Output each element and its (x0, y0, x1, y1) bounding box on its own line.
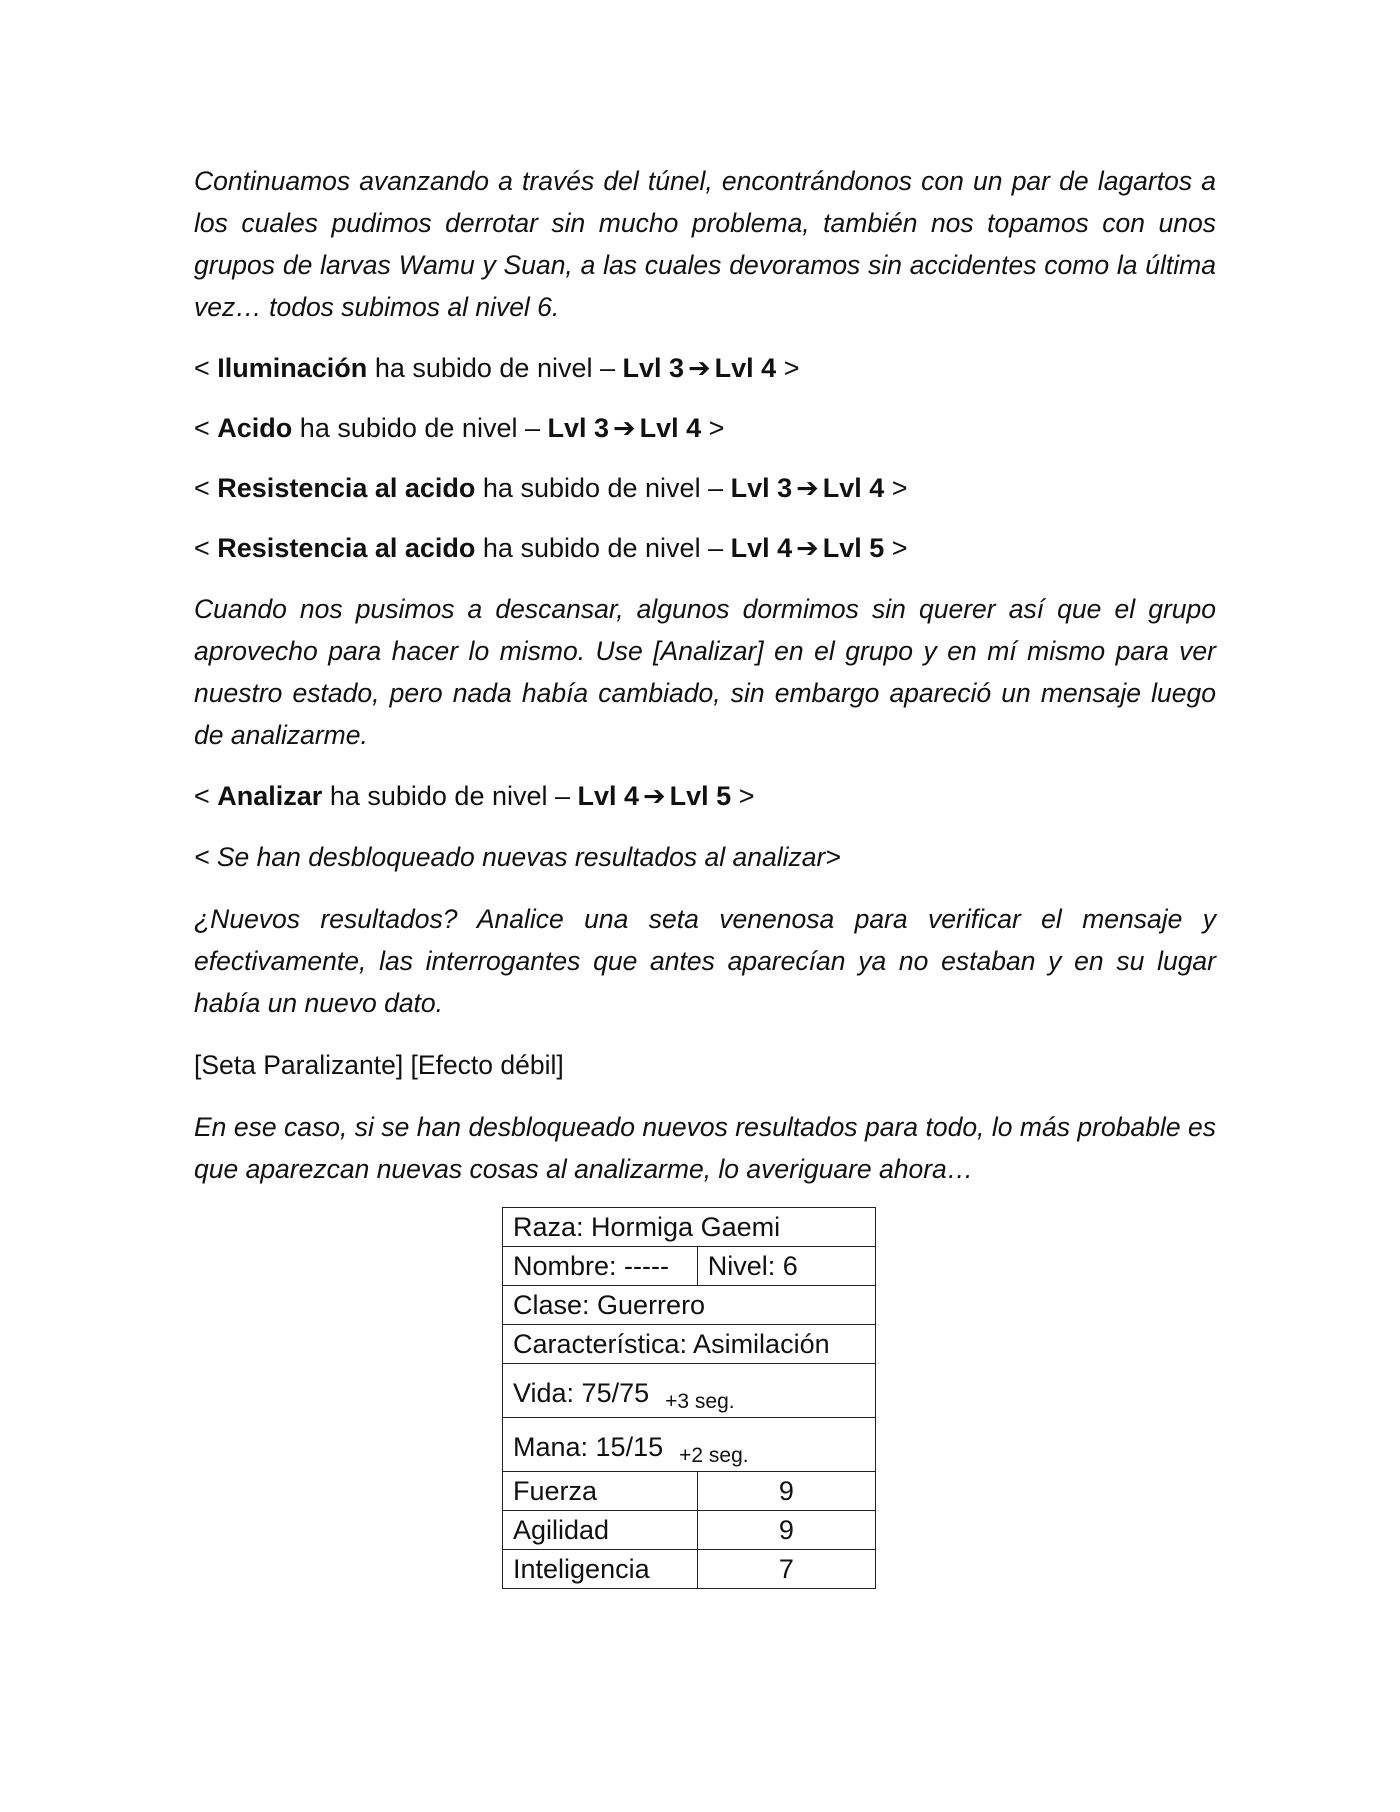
status-caracteristica: Característica: Asimilación (503, 1325, 876, 1364)
skill-name: Acido (217, 413, 293, 443)
notification-iluminacion (194, 348, 1216, 388)
skill-name: Resistencia al acido (217, 473, 476, 503)
skill-name: Analizar (217, 781, 323, 811)
attribute-value: 9 (697, 1511, 875, 1550)
status-row-clase (503, 1286, 876, 1325)
arrow-right-icon: ➔ (796, 533, 819, 563)
level-to: Lvl 5 (669, 781, 732, 811)
level-from: Lvl 4 (577, 781, 640, 811)
arrow-right-icon: ➔ (796, 473, 819, 503)
unlock-message: < Se han desbloqueado nuevas resultados al analizar> (194, 842, 841, 872)
level-from: Lvl 4 (730, 533, 793, 563)
attribute-label: Fuerza (503, 1472, 698, 1511)
attribute-value: 9 (697, 1472, 875, 1511)
notification-open: < (194, 781, 218, 811)
notification-resistencia-1 (194, 468, 1216, 508)
status-window (502, 1207, 876, 1589)
level-to: Lvl 5 (822, 533, 885, 563)
status-mana: Mana: 15/15 (513, 1432, 664, 1462)
notification-close: > (701, 413, 725, 443)
paragraph-new-results: ¿Nuevos resultados? Analice una seta venenosa para verificar el mensaje y efectivamente, las interrogantes que antes aparecían ya no estaban y en su lugar había un nuevo dato. (194, 904, 1216, 1018)
arrow-right-icon: ➔ (688, 353, 711, 383)
status-vida-regen: +3 seg. (665, 1390, 735, 1413)
notification-close: > (731, 781, 755, 811)
notification-text: ha subido de nivel – (475, 533, 731, 563)
notification-text: ha subido de nivel – (475, 473, 731, 503)
arrow-right-icon: ➔ (643, 781, 666, 811)
status-mana-cell (503, 1418, 876, 1472)
notification-resistencia-2 (194, 528, 1216, 568)
attribute-label: Inteligencia (503, 1550, 698, 1589)
skill-name: Resistencia al acido (217, 533, 476, 563)
level-from: Lvl 3 (730, 473, 793, 503)
level-from: Lvl 3 (547, 413, 610, 443)
notification-close: > (884, 533, 908, 563)
status-mana-regen: +2 seg. (679, 1444, 749, 1467)
status-vida: Vida: 75/75 (513, 1378, 650, 1408)
attribute-row (503, 1472, 876, 1511)
skill-name: Iluminación (217, 353, 368, 383)
level-from: Lvl 3 (622, 353, 685, 383)
paragraph-tunnel: Continuamos avanzando a través del túnel, encontrándonos con un par de lagartos a los cuales pudimos derrotar sin mucho problema, también nos topamos con unos grupos de larvas Wamu y Suan, a las cuales devoramos sin accidentes como la última vez… todos subimos al nivel 6. (194, 166, 1216, 322)
notification-close: > (776, 353, 800, 383)
analysis-result: [Seta Paralizante] [Efecto débil] (194, 1050, 564, 1080)
notification-close: > (884, 473, 908, 503)
status-row-raza (503, 1208, 876, 1247)
status-raza: Raza: Hormiga Gaemi (503, 1208, 876, 1247)
attribute-value: 7 (697, 1550, 875, 1589)
status-row-caracteristica (503, 1325, 876, 1364)
notification-open: < (194, 533, 218, 563)
status-nivel: Nivel: 6 (697, 1247, 875, 1286)
attribute-label: Agilidad (503, 1511, 698, 1550)
notification-text: ha subido de nivel – (322, 781, 578, 811)
notification-open: < (194, 413, 218, 443)
notification-open: < (194, 473, 218, 503)
attribute-row (503, 1511, 876, 1550)
level-to: Lvl 4 (822, 473, 885, 503)
notification-acido (194, 408, 1216, 448)
notification-analizar (194, 776, 1216, 816)
status-vida-cell (503, 1364, 876, 1418)
status-table (502, 1207, 876, 1589)
attribute-row (503, 1550, 876, 1589)
arrow-right-icon: ➔ (613, 413, 636, 443)
paragraph-rest: Cuando nos pusimos a descansar, algunos dormimos sin querer así que el grupo aprovecho para hacer lo mismo. Use [Analizar] en el grupo y en mí mismo para ver nuestro estado, pero nada había cambiado, sin embargo apareció un mensaje luego de analizarme. (194, 594, 1216, 750)
status-clase: Clase: Guerrero (503, 1286, 876, 1325)
level-to: Lvl 4 (714, 353, 777, 383)
status-nombre: Nombre: ----- (503, 1247, 698, 1286)
status-row-mana (503, 1418, 876, 1472)
notification-open: < (194, 353, 218, 383)
status-row-nombre (503, 1247, 876, 1286)
document-body (194, 160, 1216, 1210)
status-row-vida (503, 1364, 876, 1418)
notification-text: ha subido de nivel – (367, 353, 623, 383)
notification-text: ha subido de nivel – (292, 413, 548, 443)
paragraph-conclusion: En ese caso, si se han desbloqueado nuevos resultados para todo, lo más probable es que aparezcan nuevas cosas al analizarme, lo averiguare ahora… (194, 1112, 1216, 1184)
level-to: Lvl 4 (639, 413, 702, 443)
